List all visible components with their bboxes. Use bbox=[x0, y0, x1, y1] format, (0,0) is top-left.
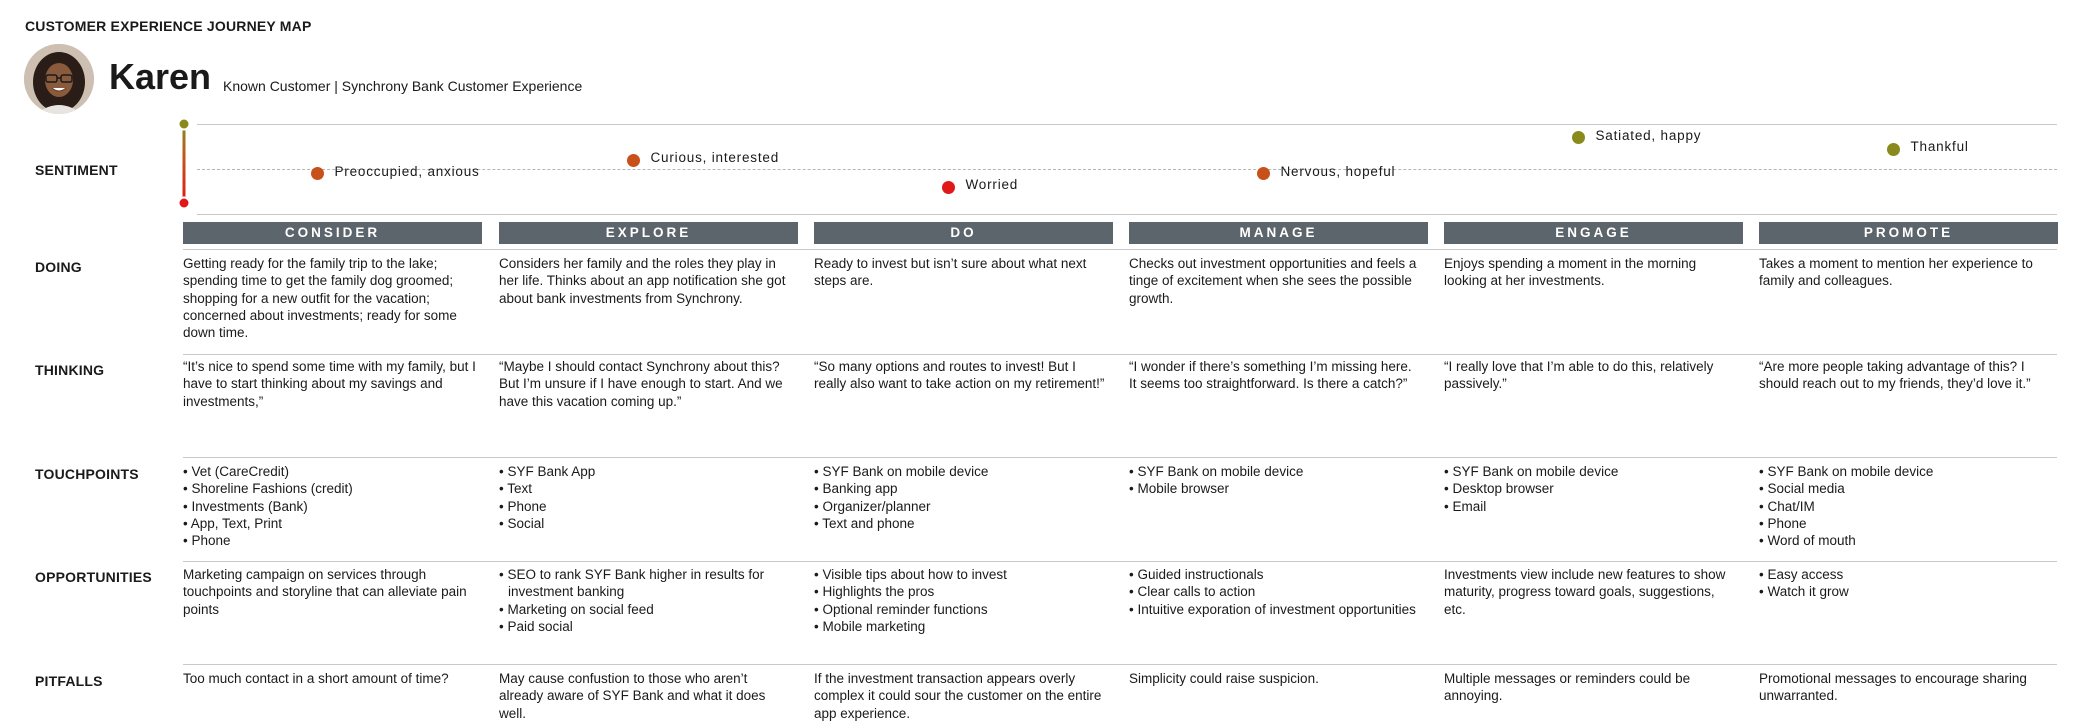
thinking-cell: “I really love that I’m able to do this, relatively passively.” bbox=[1444, 359, 1714, 392]
thinking-cell: “So many options and routes to invest! But I really also want to take action on my retirement!” bbox=[814, 359, 1105, 392]
sentiment-top-line bbox=[197, 124, 2057, 125]
touchpoint-item: • App, Text, Print bbox=[183, 515, 476, 532]
sentiment-point bbox=[311, 167, 324, 180]
touchpoints-cell bbox=[814, 463, 1107, 532]
persona-name: Karen bbox=[109, 56, 212, 97]
scale-bottom-marker bbox=[179, 198, 190, 209]
opportunity-text: Marketing campaign on services through touchpoints and storyline that can alleviate pain points bbox=[183, 567, 467, 617]
doing-cell: Getting ready for the family trip to the lake; spending time to get the family dog groomed; shopping for a new outfit for the vacation; concerned about investments; ready for some down time. bbox=[183, 256, 457, 341]
row-label-sentiment: SENTIMENT bbox=[35, 162, 118, 178]
opportunity-item: • Optional reminder functions bbox=[814, 601, 1107, 618]
touchpoints-cell bbox=[1444, 463, 1737, 515]
separator-pitfalls bbox=[183, 664, 2057, 665]
sentiment-label: Thankful bbox=[1910, 139, 1969, 155]
opportunity-item: • Guided instructionals bbox=[1129, 566, 1422, 583]
sentiment-label: Worried bbox=[965, 177, 1019, 192]
touchpoint-item: • SYF Bank on mobile device bbox=[814, 463, 1107, 480]
touchpoints-cell bbox=[183, 463, 476, 549]
touchpoint-item: • Chat/IM bbox=[1759, 498, 2052, 515]
sentiment-scale bbox=[176, 116, 192, 212]
opportunity-item: • SEO to rank SYF Bank higher in results for investment banking bbox=[499, 566, 792, 601]
sentiment-bottom-line bbox=[197, 214, 2057, 215]
touchpoint-item: • Social bbox=[499, 515, 792, 532]
touchpoint-item: • Desktop browser bbox=[1444, 480, 1737, 497]
opportunities-cell bbox=[499, 566, 792, 635]
opportunity-item: • Paid social bbox=[499, 618, 792, 635]
opportunity-item: • Intuitive exporation of investment opportunities bbox=[1129, 601, 1422, 618]
pitfalls-cell: If the investment transaction appears overly complex it could sour the customer on the entire app experience. bbox=[814, 671, 1102, 721]
stage-header-do: DO bbox=[814, 222, 1113, 244]
sentiment-label: Nervous, hopeful bbox=[1280, 163, 1396, 179]
opportunity-text: Investments view include new features to show maturity, progress toward goals, suggestions, etc. bbox=[1444, 567, 1726, 617]
touchpoints-cell bbox=[1759, 463, 2052, 549]
sentiment-point bbox=[1572, 131, 1585, 144]
thinking-cell: “It’s nice to spend some time with my family, but I have to start thinking about my savings and investments,” bbox=[183, 359, 476, 409]
doing-cell: Takes a moment to mention her experience to family and colleagues. bbox=[1759, 256, 2033, 289]
touchpoint-item: • Social media bbox=[1759, 480, 2052, 497]
sentiment-label: Satiated, happy bbox=[1595, 127, 1702, 143]
opportunity-item: • Easy access bbox=[1759, 566, 2052, 583]
touchpoint-item: • Mobile browser bbox=[1129, 480, 1422, 497]
touchpoint-item: • Vet (CareCredit) bbox=[183, 463, 476, 480]
row-label-touchpoints: TOUCHPOINTS bbox=[35, 466, 139, 482]
touchpoints-cell bbox=[499, 463, 792, 532]
sentiment-point bbox=[942, 181, 955, 194]
separator-doing bbox=[183, 249, 2057, 250]
touchpoint-item: • Phone bbox=[1759, 515, 2052, 532]
separator-thinking bbox=[183, 354, 2057, 355]
doing-cell: Enjoys spending a moment in the morning looking at her investments. bbox=[1444, 256, 1697, 289]
opportunity-item: • Mobile marketing bbox=[814, 618, 1107, 635]
touchpoint-item: • Organizer/planner bbox=[814, 498, 1107, 515]
touchpoints-cell bbox=[1129, 463, 1422, 498]
row-label-pitfalls: PITFALLS bbox=[35, 673, 103, 689]
doing-cell: Checks out investment opportunities and feels a tinge of excitement when she sees the possible growth. bbox=[1129, 256, 1417, 306]
thinking-cell: “Maybe I should contact Synchrony about this? But I’m unsure if I have enough to start. And we have this vacation coming up.” bbox=[499, 359, 783, 409]
stage-header-promote: PROMOTE bbox=[1759, 222, 2058, 244]
doing-cell: Ready to invest but isn’t sure about what next steps are. bbox=[814, 256, 1087, 289]
touchpoint-item: • Banking app bbox=[814, 480, 1107, 497]
pitfalls-cell: May cause confustion to those who aren’t already aware of SYF Bank and what it does well. bbox=[499, 671, 766, 721]
touchpoint-item: • Phone bbox=[183, 532, 476, 549]
stage-header-engage: ENGAGE bbox=[1444, 222, 1743, 244]
touchpoint-item: • SYF Bank on mobile device bbox=[1444, 463, 1737, 480]
thinking-cell: “I wonder if there’s something I’m missing here. It seems too straightforward. Is there a catch?” bbox=[1129, 359, 1412, 392]
separator-opportunities bbox=[183, 561, 2057, 562]
opportunity-item: • Clear calls to action bbox=[1129, 583, 1422, 600]
pitfalls-cell: Too much contact in a short amount of time? bbox=[183, 671, 449, 686]
touchpoint-item: • SYF Bank on mobile device bbox=[1129, 463, 1422, 480]
touchpoint-item: • Word of mouth bbox=[1759, 532, 2052, 549]
sentiment-point bbox=[627, 154, 640, 167]
row-label-thinking: THINKING bbox=[35, 362, 105, 378]
touchpoint-item: • Text and phone bbox=[814, 515, 1107, 532]
opportunity-item: • Watch it grow bbox=[1759, 583, 2052, 600]
stage-header-consider: CONSIDER bbox=[183, 222, 482, 244]
persona-subtitle: Known Customer | Synchrony Bank Customer Experience bbox=[223, 78, 583, 94]
touchpoint-item: • Shoreline Fashions (credit) bbox=[183, 480, 476, 497]
sentiment-point bbox=[1887, 143, 1900, 156]
sentiment-label: Curious, interested bbox=[650, 150, 780, 165]
row-label-opportunities: OPPORTUNITIES bbox=[35, 569, 152, 585]
thinking-cell: “Are more people taking advantage of this? I should reach out to my friends, they’d love it.” bbox=[1759, 359, 2031, 392]
pitfalls-cell: Simplicity could raise suspicion. bbox=[1129, 671, 1319, 686]
separator-touchpoints bbox=[183, 457, 2057, 458]
journey-map-title: CUSTOMER EXPERIENCE JOURNEY MAP bbox=[25, 18, 312, 34]
opportunity-item: • Visible tips about how to invest bbox=[814, 566, 1107, 583]
touchpoint-item: • Text bbox=[499, 480, 792, 497]
sentiment-point bbox=[1257, 167, 1270, 180]
touchpoint-item: • SYF Bank App bbox=[499, 463, 792, 480]
touchpoint-item: • SYF Bank on mobile device bbox=[1759, 463, 2052, 480]
scale-top-marker bbox=[179, 119, 190, 130]
opportunities-cell bbox=[814, 566, 1107, 635]
touchpoint-item: • Investments (Bank) bbox=[183, 498, 476, 515]
stage-header-manage: MANAGE bbox=[1129, 222, 1428, 244]
persona-avatar bbox=[24, 44, 94, 114]
opportunities-cell bbox=[1759, 566, 2052, 601]
opportunity-item: • Marketing on social feed bbox=[499, 601, 792, 618]
row-label-doing: DOING bbox=[35, 259, 82, 275]
opportunities-cell bbox=[1444, 566, 1737, 618]
touchpoint-item: • Phone bbox=[499, 498, 792, 515]
opportunities-cell bbox=[183, 566, 476, 618]
touchpoint-item: • Email bbox=[1444, 498, 1737, 515]
pitfalls-cell: Promotional messages to encourage sharing unwarranted. bbox=[1759, 671, 2027, 704]
stage-header-explore: EXPLORE bbox=[499, 222, 798, 244]
pitfalls-cell: Multiple messages or reminders could be annoying. bbox=[1444, 671, 1691, 704]
doing-cell: Considers her family and the roles they play in her life. Thinks about an app notification she got about bank investments from Synchrony. bbox=[499, 256, 786, 306]
opportunity-item: • Highlights the pros bbox=[814, 583, 1107, 600]
persona-portrait-icon bbox=[24, 44, 94, 114]
sentiment-label: Preoccupied, anxious bbox=[334, 163, 480, 179]
opportunities-cell bbox=[1129, 566, 1422, 618]
